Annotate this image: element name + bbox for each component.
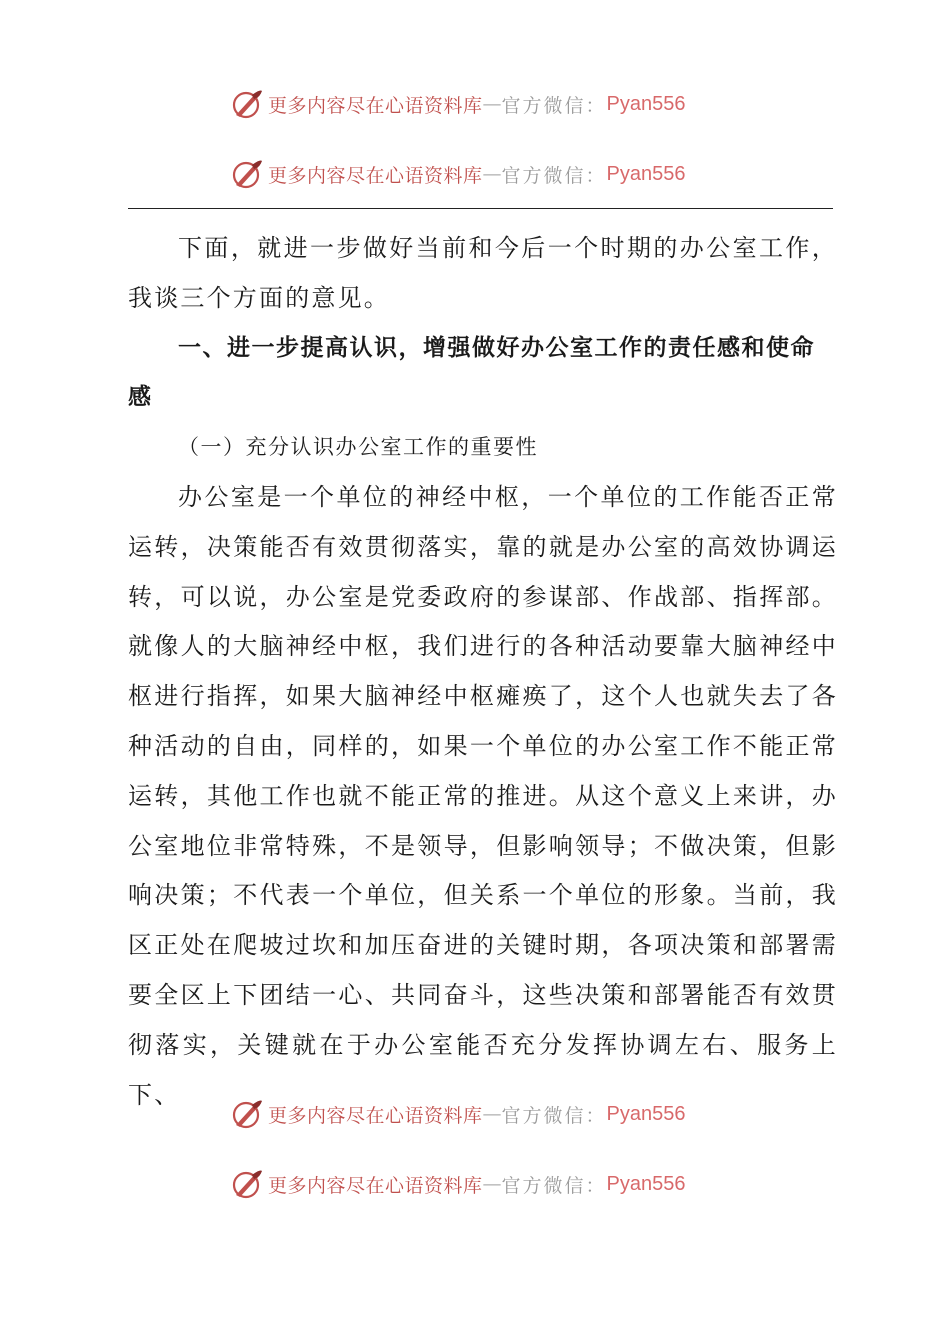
watermark-banner-top-2: [230, 154, 686, 194]
watermark-account: Pyan556: [606, 162, 686, 185]
watermark-banner-top-1: [230, 84, 686, 124]
body-paragraph: 办公室是一个单位的神经中枢，一个单位的工作能否正常运转，决策能否有效贯彻落实，靠的就是办公室的高效协调运转，可以说，办公室是党委政府的参谋部、作战部、指挥部。就像人的大脑神经中枢，我们进行的各种活动要靠大脑神经中枢进行指挥，如果大脑神经中枢瘫痪了，这个人也就失去了各种活动的自由，同样的，如果一个单位的办公室工作不能正常运转，其他工作也就不能正常的推进。从这个意义上来讲，办公室地位非常特殊，不是领导，但影响领导；不做决策，但影响决策；不代表一个单位，但关系一个单位的形象。当前，我区正处在爬坡过坎和加压奋进的关键时期，各项决策和部署需要全区上下团结一心、共同奋斗，这些决策和部署能否有效贯彻落实，关键就在于办公室能否充分发挥协调左右、服务上下、: [128, 482, 838, 1109]
watermark-wechat-label: 官方微信：: [501, 1174, 607, 1197]
header-divider: [128, 208, 833, 209]
intro-paragraph: 下面，就进一步做好当前和今后一个时期的办公室工作，我谈三个方面的意见。: [128, 234, 838, 312]
quill-pen-logo-icon: [230, 87, 264, 121]
watermark-account: Pyan556: [606, 1172, 686, 1195]
watermark-separator: —: [482, 1103, 502, 1125]
watermark-text: 更多内容尽在心语资料库: [268, 94, 483, 117]
document-body: [128, 224, 838, 1120]
quill-pen-logo-icon: [230, 1097, 264, 1131]
watermark-text: 更多内容尽在心语资料库: [268, 1174, 483, 1197]
watermark-account: Pyan556: [606, 92, 686, 115]
watermark-wechat-label: 官方微信：: [501, 94, 607, 117]
section-heading: 一、进一步提高认识，增强做好办公室工作的责任感和使命感: [128, 334, 815, 411]
quill-pen-logo-icon: [230, 1167, 264, 1201]
watermark-banner-bottom-2: [230, 1164, 686, 1204]
watermark-account: Pyan556: [606, 1102, 686, 1125]
watermark-wechat-label: 官方微信：: [501, 164, 607, 187]
watermark-text: 更多内容尽在心语资料库: [268, 1104, 483, 1127]
watermark-banner-bottom-1: [230, 1094, 686, 1134]
quill-pen-logo-icon: [230, 157, 264, 191]
watermark-separator: —: [482, 1173, 502, 1195]
watermark-text: 更多内容尽在心语资料库: [268, 164, 483, 187]
watermark-separator: —: [482, 163, 502, 185]
subsection-heading: （一）充分认识办公室工作的重要性: [178, 435, 538, 460]
watermark-wechat-label: 官方微信：: [501, 1104, 607, 1127]
watermark-separator: —: [482, 93, 502, 115]
